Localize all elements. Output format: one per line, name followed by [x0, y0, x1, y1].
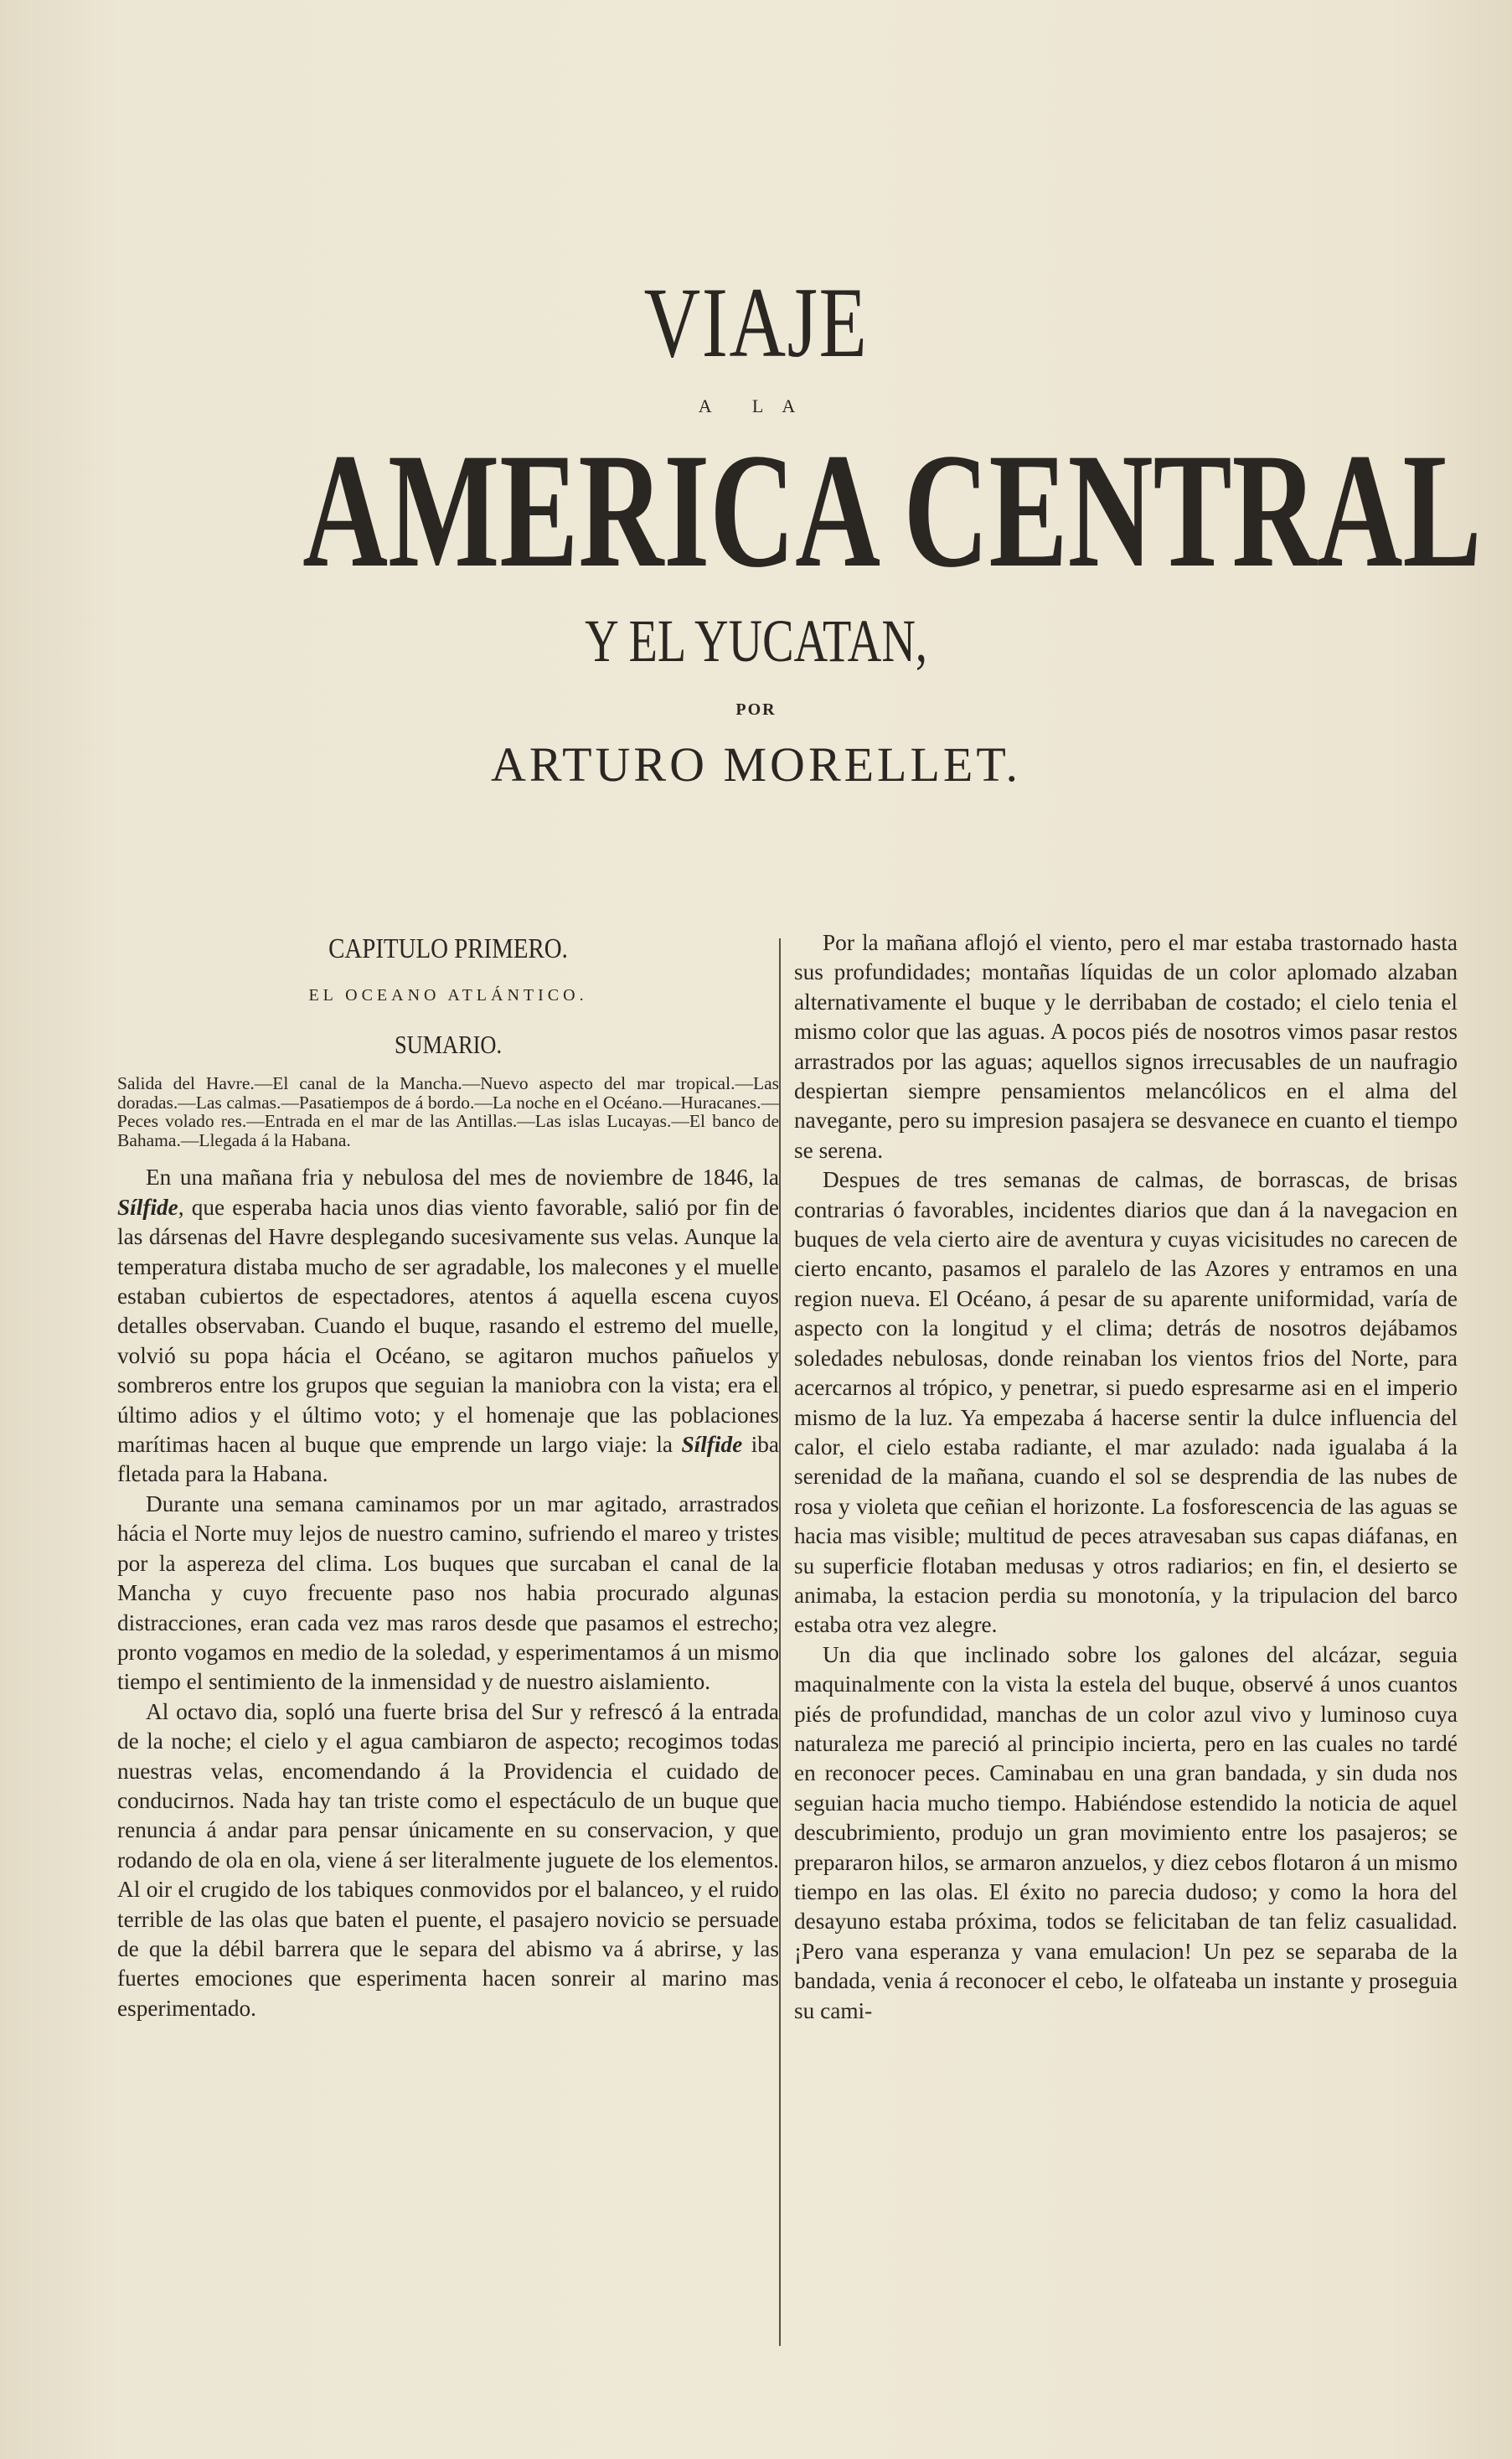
summary-text: Salida del Havre.—El canal de la Mancha.—Nuevo aspecto del mar tropical.—Las doradas.—Las calmas.—Pasatiempos de á bordo.—La noche en el Océano.—Huracanes.—Peces volado res.—Entrada en el mar de las Antillas.—Las islas Lucayas.—El banco de Bahama.—Llegada á la Habana. [117, 1073, 779, 1150]
paragraph: Despues de tres semanas de calmas, de borrascas, de brisas contrarias ó favorables, incidentes diarios que dan á la navegacion en buques de vela cierto aire de aventura y cuyas vicisitudes no carecen de cierto encanto, pasamos el paralelo de las Azores y entramos en una region nueva. El Océano, á pesar de su aparente uniformidad, varía de aspecto con la longitud y el clima; detrás de nosotros dejábamos soledades nebulosas, donde reinaban los vientos frios del Norte, para acercarnos al trópico, y penetrar, si puedo espresarme asi en el imperio mismo de la luz. Ya empezaba á hacerse sentir la dulce influencia del calor, el cielo estaba radiante, el mar azulado: nada igualaba á la serenidad de la mañana, cuando el sol se desprendia de las nubes de rosa y violeta que ceñian el horizonte. La fosforescencia de las aguas se hacia mas visible; multitud de peces atravesaban sus capas diáfanas, en su superficie flotaban medusas y otros radiarios; en fin, el desierto se animaba, la estacion perdia su monotonía, y la tripulacion del barco estaba otra vez alegre. [794, 1167, 1458, 1638]
ship-name: Sílfide [681, 1432, 743, 1458]
paragraph: Al octavo dia, sopló una fuerte brisa del Sur y refrescó á la entrada de la noche; el cielo y el agua cambiaron de aspecto; recogimos todas nuestras velas, encomendando á la Providencia el cuidado de conducirnos. Nada hay tan triste como el espectáculo de un buque que renuncia á andar para pensar únicamente en su conservacion, y que rodando de ola en ola, viene á ser literalmente juguete de los elementos. Al oir el crugido de los tabiques conmovidos por el balanceo, y el ruido terrible de las olas que baten el puente, el pasajero novicio se persuade de que la débil barrera que le separa del abismo va á abrirse, y las fuertes emociones que esperimenta hacen sonreir al marino mas esperimentado. [117, 1698, 779, 2021]
title-viaje: VIAJE [643, 266, 869, 378]
text-run: , que esperaba hacia unos dias viento favorable, salió por fin de las dársenas del Havre desplegando sucesivamente sus velas. Aunque la temperatura distaba mucho de ser agradable, los malecones y el muelle estaban cubiertos de espectadores, atentos á aquella escena cuyos detalles observaban. Cuando el buque, rasando el estremo del muelle, volvió su popa hácia el Océano, se agitaron muchos pañuelos y sombreros entre los grupos que seguian la maniobra con la vista; era el último adios y el último voto; y el homenaje que las poblaciones marítimas hacen al buque que emprende un largo viaje: la [117, 1194, 779, 1458]
byline-label: POR [735, 700, 777, 719]
paragraph: Durante una semana caminamos por un mar agitado, arrastrados hácia el Norte muy lejos de nuestro camino, sufriendo el mareo y tristes por la aspereza del clima. Los buques que surcaban el canal de la Mancha y cuyo frecuente paso nos habia procurado algunas distracciones, eran cada vez mas raros desde que pasamos el estrecho; pronto vogamos en medio de la soledad, y esperimentamos á un mismo tiempo el sentimiento de la inmensidad y de nuestro aislamiento. [117, 1490, 779, 1695]
ship-name: Sílfide [117, 1194, 178, 1220]
paragraph: Un dia que inclinado sobre los galones del alcázar, seguia maquinalmente con la vista la estela del buque, observé á unos cuantos piés de profundidad, manchas de un color azul vivo y luminoso cuya naturaleza me pareció al principio incierta, pero en las cuales no tardé en reconocer peces. Caminabau en una gran bandada, y sin duda nos seguian hacia mucho tiempo. Habiéndose estendido la noticia de aquel descubrimiento, produjo un gran movimiento entre los pasajeros; se prepararon hilos, se armaron anzuelos, y diez cebos flotaron á un mismo tiempo en las olas. El éxito no parecia dudoso; y como la hora del desayuno estaba próxima, todos se felicitaban de tan feliz casualidad. ¡Pero vana esperanza y vana emulacion! Un pez se separaba de la bandada, venia á reconocer el cebo, le olfateaba un instante y proseguia su cami- [794, 1641, 1458, 2023]
summary-heading: SUMARIO. [394, 1030, 503, 1060]
title-connector: A LA [698, 395, 814, 416]
author-name: ARTURO MORELLET. [491, 737, 1021, 792]
left-column [117, 926, 779, 2023]
paragraph [117, 1163, 779, 1489]
title-main: AMERICA CENTRAL [302, 420, 1482, 602]
paragraph: Por la mañana aflojó el viento, pero el mar estaba trastornado hasta sus profundidades; montañas líquidas de un color aplomado alzaban alternativamente el buque y le derribaban de costado; el cielo tenia el mismo color que las aguas. A pocos piés de nosotros vimos pasar restos arrastrados por las aguas; aquellos signos irrecusables de un naufragio despiertan siempre pensamientos melancólicos en el alma del navegante, pero su impresion pasajera se desvanece en cuanto el tiempo se serena. [794, 930, 1458, 1163]
text-run: iba fletada para la Habana. [117, 1432, 779, 1487]
right-column [794, 928, 1458, 2026]
chapter-subheading: EL OCEANO ATLÁNTICO. [308, 986, 588, 1005]
text-run: En una mañana fria y nebulosa del mes de noviembre de 1846, la [146, 1165, 779, 1191]
chapter-heading: CAPITULO PRIMERO. [328, 933, 568, 964]
title-subtitle: Y EL YUCATAN, [585, 607, 927, 674]
column-divider [779, 938, 781, 2346]
